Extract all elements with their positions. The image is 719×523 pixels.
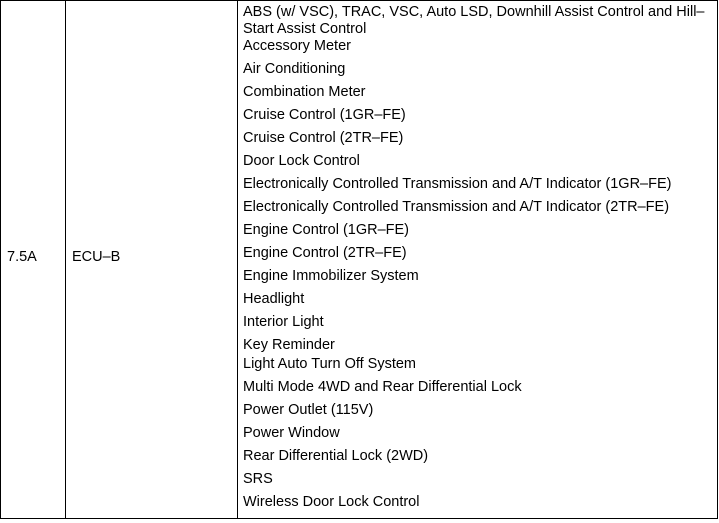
list-item: Electronically Controlled Transmission and A/T Indicator (1GR–FE) bbox=[243, 176, 672, 192]
list-item: Wireless Door Lock Control bbox=[243, 494, 420, 510]
table-row bbox=[1, 1, 718, 519]
list-item: Accessory Meter bbox=[243, 38, 351, 54]
list-item: Cruise Control (1GR–FE) bbox=[243, 107, 406, 123]
circuit-list-cell bbox=[238, 1, 718, 519]
list-item: Light Auto Turn Off System bbox=[243, 356, 417, 372]
circuit-list bbox=[243, 4, 717, 517]
fuse-amperage: 7.5A bbox=[1, 1, 66, 519]
list-item: Multi Mode 4WD and Rear Differential Lock bbox=[243, 379, 522, 395]
list-item: Power Outlet (115V) bbox=[243, 402, 374, 418]
list-item: ABS (w/ VSC), TRAC, VSC, Auto LSD, Downhill Assist Control and Hill–Start Assist Control bbox=[243, 4, 705, 37]
list-item: Headlight bbox=[243, 291, 305, 307]
list-item: Power Window bbox=[243, 425, 340, 441]
list-item: Electronically Controlled Transmission and A/T Indicator (2TR–FE) bbox=[243, 199, 670, 215]
list-item: Engine Control (1GR–FE) bbox=[243, 222, 410, 238]
list-item: Air Conditioning bbox=[243, 61, 346, 77]
list-item: Cruise Control (2TR–FE) bbox=[243, 130, 404, 146]
list-item: Engine Control (2TR–FE) bbox=[243, 245, 407, 261]
list-item: Engine Immobilizer System bbox=[243, 268, 419, 284]
list-item: Rear Differential Lock (2WD) bbox=[243, 448, 429, 464]
list-item: SRS bbox=[243, 471, 273, 487]
list-item: Key Reminder bbox=[243, 337, 335, 353]
fuse-name: ECU–B bbox=[66, 1, 238, 519]
list-item: Door Lock Control bbox=[243, 153, 360, 169]
list-item: Combination Meter bbox=[243, 84, 366, 100]
list-item: Interior Light bbox=[243, 314, 324, 330]
